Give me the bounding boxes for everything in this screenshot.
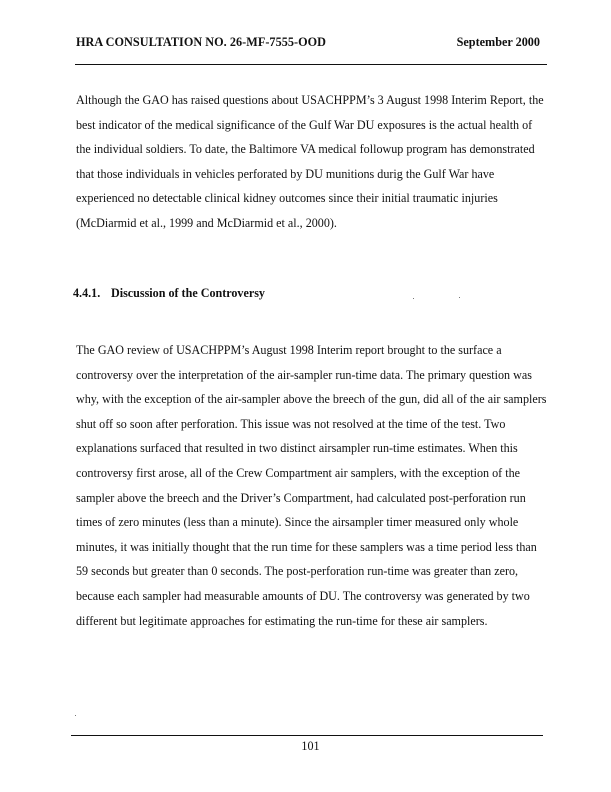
scan-speck xyxy=(75,715,76,716)
document-title: HRA CONSULTATION NO. 26-MF-7555-OOD xyxy=(76,35,327,49)
page-header xyxy=(76,30,540,50)
text-line: times of zero minutes (less than a minute). Since the airsampler timer measured only whole xyxy=(76,515,519,530)
text-line: 59 seconds but greater than 0 seconds. The post-perforation run-time was greater than zero, xyxy=(76,564,519,579)
text-line: best indicator of the medical significance of the Gulf War DU exposures is the actual health of xyxy=(76,117,533,132)
text-line: controversy first arose, all of the Crew Compartment air samplers, with the exception of the xyxy=(76,465,520,480)
paragraph-controversy xyxy=(76,338,556,633)
text-line: because each sampler had measurable amounts of DU. The controversy was generated by two xyxy=(76,588,530,603)
text-line: minutes, it was initially thought that the run time for these samplers was a time period less than xyxy=(76,539,537,554)
text-line: why, with the exception of the air-sampler above the breech of the gun, did all of the air samplers xyxy=(76,392,547,407)
text-line: sampler above the breech and the Driver’s Compartment, had calculated post-perforation run xyxy=(76,490,526,505)
section-number: 4.4.1. xyxy=(73,286,101,300)
scan-speck xyxy=(459,297,460,298)
scan-speck xyxy=(413,298,414,299)
text-line: The GAO review of USACHPPM’s August 1998 Interim report brought to the surface a xyxy=(76,343,502,357)
text-line: (McDiarmid et al., 1999 and McDiarmid et al., 2000). xyxy=(76,215,337,230)
header-rule xyxy=(75,64,547,65)
text-line: that those individuals in vehicles perforated by DU munitions durig the Gulf War have xyxy=(76,166,495,181)
footer-rule xyxy=(71,735,543,736)
section-title: Discussion of the Controversy xyxy=(111,286,265,300)
text-line: shut off so soon after perforation. This issue was not resolved at the time of the test. Two xyxy=(76,416,506,431)
section-heading xyxy=(73,286,265,301)
text-line: explanations surfaced that resulted in two distinct airsampler run-time estimates. When this xyxy=(76,441,518,456)
text-line: controversy over the interpretation of the air-sampler run-time data. The primary question was xyxy=(76,367,532,382)
text-line: Although the GAO has raised questions about USACHPPM’s 3 August 1998 Interim Report, the xyxy=(76,93,544,107)
page-number: 101 xyxy=(301,739,320,753)
document-date: September 2000 xyxy=(456,35,540,49)
text-line: the individual soldiers. To date, the Baltimore VA medical followup program has demonstrated xyxy=(76,142,535,157)
text-line: different but legitimate approaches for estimating the run-time for these air samplers. xyxy=(76,613,488,628)
paragraph-health-indicator xyxy=(76,88,556,236)
text-line: experienced no detectable clinical kidney outcomes since their initial traumatic injuries xyxy=(76,191,498,206)
